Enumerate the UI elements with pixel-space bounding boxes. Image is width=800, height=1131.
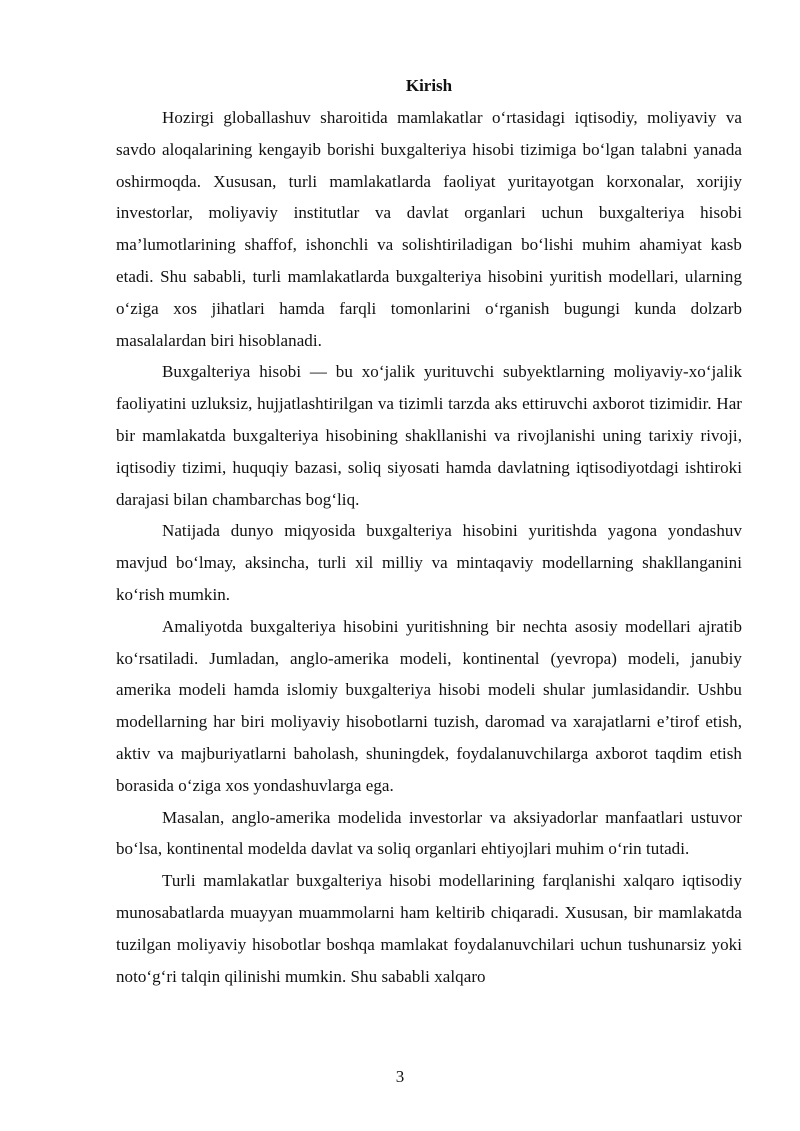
paragraph-models: Amaliyotda buxgalteriya hisobini yuritishning bir nechta asosiy modellari ajratib ko‘rsatiladi. Jumladan, anglo-amerika modeli, kontinental (yevropa) modeli, janubiy amerika modeli hamda islomiy buxgalteriya hisobi modeli shular jumlasidandir. Ushbu modellarning har biri moliyaviy hisobotlarni tuzish, daromad va xarajatlarni e’tirof etish, aktiv va majburiyatlarni baholash, shuningdek, foydalanuvchilarga axborot taqdim etish borasida o‘ziga xos yondashuvlarga ega. (116, 616, 742, 795)
paragraph-definition: Buxgalteriya hisobi — bu xo‘jalik yurituvchi subyektlarning moliyaviy-xo‘jalik faoliyatini uzluksiz, hujjatlashtirilgan va tizimli tarzda aks ettiruvchi axborot tizimidir. Har bir mamlakatda buxgalteriya hisobining shakllanishi va rivojlanishi uning tarixiy rivoji, iqtisodiy tizimi, huquqiy bazasi, soliq siyosati hamda davlatning iqtisodiyotdagi ishtiroki darajasi bilan chambarchas bog‘liq. (116, 362, 742, 509)
paragraph-example: Masalan, anglo-amerika modelida investorlar va aksiyadorlar manfaatlari ustuvor bo‘lsa, kontinental modelda davlat va soliq organlari ehtiyojlari muhim o‘rin tutadi. (116, 807, 742, 859)
paragraph-differences: Turli mamlakatlar buxgalteriya hisobi modellarining farqlanishi xalqaro iqtisodiy munosabatlarda muayyan muammolarni ham keltirib chiqaradi. Xususan, bir mamlakatda tuzilgan moliyaviy hisobotlar boshqa mamlakat foydalanuvchilari uchun tushunarsiz yoki noto‘g‘ri talqin qilinishi mumkin. Shu sababli xalqaro (116, 871, 742, 986)
document-page (116, 70, 742, 992)
paragraph-result: Natijada dunyo miqyosida buxgalteriya hisobini yuritishda yagona yondashuv mavjud bo‘lmay, aksincha, turli xil milliy va mintaqaviy modellarning shakllanganini ko‘rish mumkin. (116, 521, 742, 604)
paragraph-intro: Hozirgi globallashuv sharoitida mamlakatlar o‘rtasidagi iqtisodiy, moliyaviy va savdo aloqalarining kengayib borishi buxgalteriya hisobi tizimiga bo‘lgan talabni yanada oshirmoqda. Xususan, turli mamlakatlarda faoliyat yuritayotgan korxonalar, xorijiy investorlar, moliyaviy institutlar va davlat organlari uchun buxgalteriya hisobi ma’lumotlarining shaffof, ishonchli va solishtiriladigan bo‘lishi muhim ahamiyat kasb etadi. Shu sababli, turli mamlakatlarda buxgalteriya hisobini yuritish modellari, ularning o‘ziga xos jihatlari hamda farqli tomonlarini o‘rganish bugungi kunda dolzarb masalalardan biri hisoblanadi. (116, 108, 742, 350)
page-number: 3 (395, 1067, 405, 1086)
section-title: Kirish (405, 76, 453, 95)
